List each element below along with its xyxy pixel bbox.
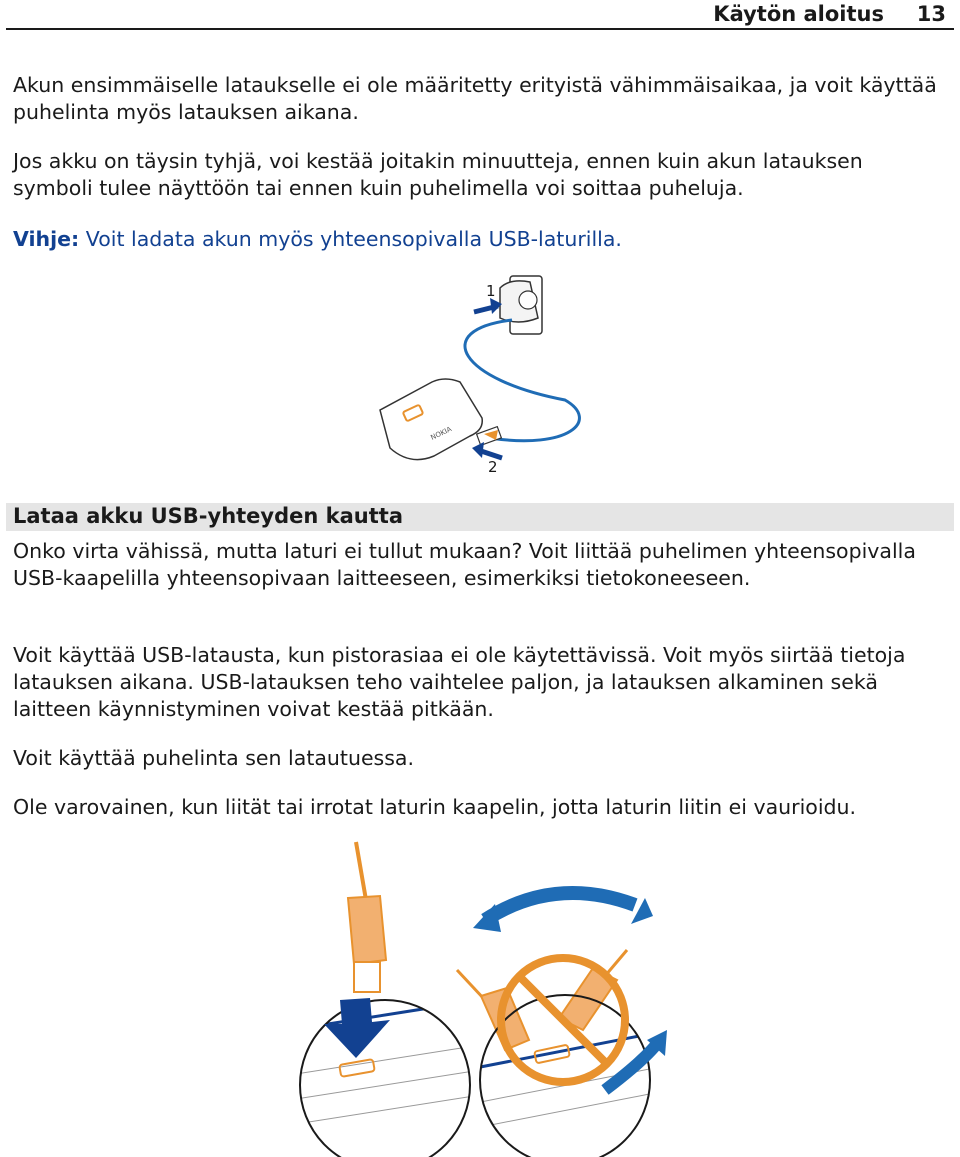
paragraph-use-while-charging: Voit käyttää puhelinta sen latautuessa. (13, 746, 414, 770)
paragraph-careful-connector: Ole varovainen, kun liität tai irrotat laturin kaapelin, jotta laturin liitin ei vaurioidu. (13, 795, 857, 819)
correct-insertion-illustration (290, 840, 480, 1157)
tip-paragraph (13, 226, 948, 253)
tip-text: Voit ladata akun myös yhteensopivalla USB-laturilla. (79, 227, 622, 251)
paragraph-initial-charge: Akun ensimmäiselle lataukselle ei ole määritetty erityistä vähimmäisaikaa, ja voit käyttää puhelinta myös latauksen aikana. (13, 73, 937, 124)
paragraph-usb-charging: Voit käyttää USB-latausta, kun pistorasiaa ei ole käytettävissä. Voit myös siirtää tietoja latauksen aikana. USB-latauksen teho vaihtelee paljon, ja latauksen alkaminen sekä laitteen käynnistyminen voivat kestää pitkään. (13, 643, 906, 721)
step-2-label: 2 (488, 458, 498, 476)
paragraph-empty-battery: Jos akku on täysin tyhjä, voi kestää joitakin minuutteja, ennen kuin akun latauksen symboli tulee näyttöön tai ennen kuin puhelimella voi soittaa puheluja. (13, 149, 863, 200)
phone-brand: NOKIA (429, 425, 453, 442)
page-number: 13 (916, 2, 946, 26)
page-section-title: Käytön aloitus (713, 2, 884, 26)
step-1-label: 1 (486, 282, 496, 300)
section-heading-bar (6, 503, 954, 531)
charger-connection-illustration (370, 270, 600, 480)
paragraph-usb-connect: Onko virta vähissä, mutta laturi ei tullut mukaan? Voit liittää puhelimen yhteensopivalla USB-kaapelilla yhteensopivaan laitteeseen, esimerkiksi tietokoneeseen. (13, 539, 916, 590)
incorrect-wiggle-illustration (455, 880, 670, 1157)
section-heading: Lataa akku USB-yhteyden kautta (13, 504, 403, 528)
page-header (6, 0, 954, 30)
tip-label: Vihje: (13, 227, 80, 251)
